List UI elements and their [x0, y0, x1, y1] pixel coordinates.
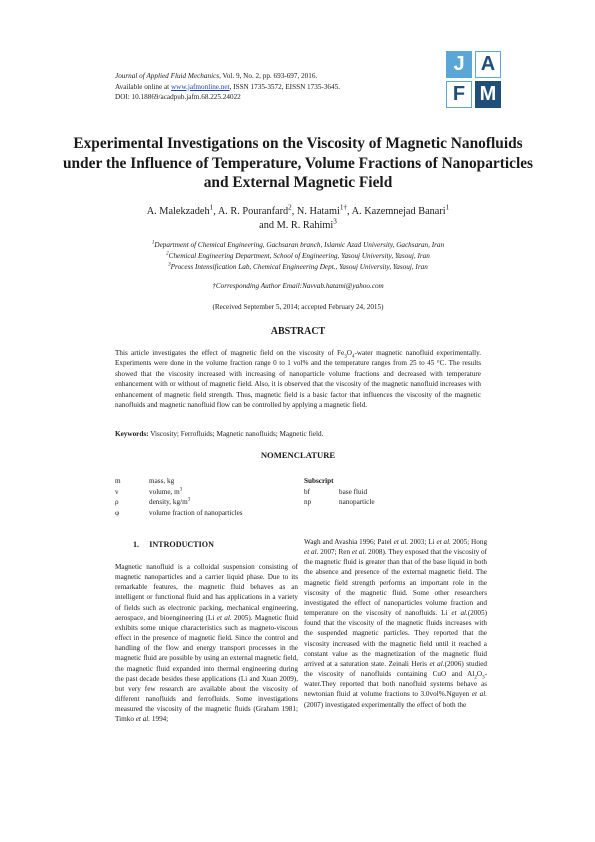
nomenclature-row — [115, 497, 243, 508]
text-run-italic: et al. — [471, 690, 487, 699]
text-run: Wagh and Avashia 1996; Patel — [304, 538, 394, 546]
jafm-logo — [442, 47, 502, 111]
author-name: and M. R. Rahimi — [259, 220, 334, 231]
affiliation-mark: 1 — [151, 240, 155, 246]
affiliation-text: Chemical Engineering Department, School of Engineering, Yasouj University, Yasouj, Iran — [168, 251, 430, 260]
abstract-text — [115, 348, 481, 410]
text-run-italic: et al. — [216, 613, 232, 622]
logo-letter-j: J — [446, 51, 472, 78]
journal-name: Journal of Applied Fluid Mechanics — [115, 72, 220, 80]
volume-info: , Vol. 9, No. 2, pp. 693-697, 2016. — [219, 72, 318, 80]
text-run: 1994; — [150, 715, 169, 724]
affiliation-list — [60, 240, 536, 272]
author-name: , A. Kazemnejad Banari — [347, 206, 446, 217]
affiliation-item — [60, 240, 536, 251]
keywords-label: Keywords: — [115, 430, 149, 438]
author-affiliation-mark: 3 — [333, 217, 337, 226]
subscript-symbol: bf — [304, 487, 310, 496]
text-run-italic: et al. — [304, 548, 319, 557]
journal-citation-line — [115, 71, 340, 82]
author-name: , N. Hatami — [291, 206, 340, 217]
subscript-symbol: np — [304, 498, 312, 506]
affiliation-mark: 2 — [166, 251, 169, 257]
text-run: -water.They reported that both nanofluid systems behave as newtonian fluid at volume fractions to 3.0vol%.Nguyen — [304, 670, 487, 699]
abstract-part: This article investigates the effect of magnetic field on the viscosity of Fe — [115, 349, 345, 357]
nomenclature-desc: volume fraction of nanoparticles — [149, 508, 243, 517]
keywords-line — [115, 430, 481, 438]
nomenclature-desc: mass, kg — [149, 477, 175, 485]
intro-paragraph-continued — [304, 537, 487, 710]
body-column-left — [115, 562, 298, 725]
text-run: 2003; Li — [408, 538, 437, 546]
affiliation-text: Process Intensification Lab, Chemical Engineering Dept., Yasouj University, Yasouj, Iran — [170, 262, 428, 271]
nomenclature-desc-sup: 3 — [187, 497, 191, 503]
doi-line: DOI: 10.18869/acadpub.jafm.68.225.24022 — [115, 93, 241, 101]
nomenclature-desc: volume, m — [149, 487, 180, 496]
subscript-row — [304, 497, 375, 508]
subscript-heading: Subscript — [304, 477, 334, 485]
nomenclature-row — [115, 476, 243, 487]
abstract-part: O — [346, 349, 352, 357]
affiliation-item — [60, 262, 536, 273]
subscript-row — [304, 487, 375, 498]
text-run-italic: et al. — [135, 715, 151, 724]
text-run: 2007; Ren — [318, 548, 352, 557]
author-name: A. Malekzadeh — [146, 206, 210, 217]
text-run-italic: et al. — [436, 538, 451, 546]
abstract-heading: ABSTRACT — [270, 326, 326, 337]
journal-website-link[interactable]: www.jafmonline.net — [170, 82, 230, 91]
logo-letter-m: M — [475, 81, 501, 108]
author-list — [60, 205, 536, 233]
abstract-part: -water magnetic nanofluid experimentally. Experiments were done in the volume fraction range 0 to 1 vol% and the temperature ranges from 25 to 45 °C. The results showed that the viscosity increased with increasing of nanoparticle volume fractions and decreased with temperature enhancement with or without of magnetic field. Also, it is observed that the viscosity of the magnetic nanofluid increases with enhancement of magnetic field strength. Thus, magnetic field is a basic factor that influences the viscosity of the magnetic nanofluids and magnetic nanofluid flow can be controlled by applying a magnetic field. — [115, 349, 481, 410]
nomenclature-symbol: φ — [115, 508, 120, 517]
subscript-desc: nanoparticle — [339, 498, 375, 506]
nomenclature-symbols — [115, 476, 243, 518]
text-subscript: 2 — [474, 675, 477, 681]
text-run: O — [476, 670, 483, 679]
nomenclature-symbol: v — [115, 487, 119, 496]
nomenclature-heading: NOMENCLATURE — [260, 450, 336, 460]
affiliation-item — [60, 251, 536, 262]
text-run-italic: et al. — [393, 538, 409, 546]
paper-title: Experimental Investigations on the Viscosity of Magnetic Nanofluids under the Influence of Temperature, Volume Fractions of Nanoparticles and External Magnetic Field — [62, 135, 534, 191]
text-run: 2005; Hong — [450, 538, 488, 546]
nomenclature-desc-sup: 3 — [179, 487, 183, 493]
text-subscript: 3 — [482, 675, 485, 681]
text-run-italic: et al. — [429, 659, 445, 668]
text-run-italic: et al. — [451, 609, 468, 618]
subscript-list — [304, 476, 375, 508]
logo-letter-f: F — [446, 81, 472, 108]
nomenclature-symbol: ρ — [115, 498, 119, 506]
corresponding-author: †Corresponding Author Email:Navvab.hatami@yahoo.com — [212, 282, 384, 290]
subscript-desc: base fluid — [339, 487, 368, 496]
body-column-right — [304, 537, 487, 710]
abstract-subscript: 3 — [344, 354, 347, 360]
abstract-subscript: 4 — [351, 354, 355, 360]
intro-paragraph — [115, 562, 298, 725]
author-affiliation-mark: 1† — [339, 203, 348, 212]
text-run: (2007) investigated experimentally the effect of both the — [304, 700, 467, 709]
text-run: (2006) studied the viscosity of nanofluids containing CuO and Al — [304, 659, 487, 679]
section-heading-introduction: 1. INTRODUCTION — [133, 540, 214, 549]
author-affiliation-mark: 2 — [288, 203, 292, 212]
affiliation-mark: 3 — [168, 262, 171, 268]
availability-line — [115, 82, 340, 93]
received-dates: (Received September 5, 2014; accepted February 24, 2015) — [212, 303, 384, 311]
affiliation-text: Department of Chemical Engineering, Gachsaran branch, Islamic Azad University, Gachsaran, Iran — [154, 241, 445, 249]
nomenclature-symbol: m — [115, 477, 121, 485]
keywords-text: Viscosity; Ferrofluids; Magnetic nanofluids; Magnetic field. — [148, 430, 324, 438]
available-prefix: Available online at — [115, 82, 171, 91]
logo-letter-a: A — [475, 51, 501, 78]
nomenclature-desc: density, kg/m — [149, 498, 188, 506]
nomenclature-row — [115, 508, 243, 519]
text-run: 2005). Magnetic fluid exhibits some unique characteristics such as magneto-viscous effect in the presence of magnetic field. Since the control and handling of the flow and energy transport processes in the magnetic fluid are possible by using an external magnetic field, the magnetic fluid expanded into thermal engineering during the past decade besides these applications (Li and Xuan 2009), but very few research are available about the viscosity of different nanofluids and ferrofluids. Some investigations measured the viscosity of the magnetic fluids (Graham 1981; Timko — [115, 613, 298, 724]
text-run-italic: et al. — [351, 548, 367, 557]
issn-text: , ISSN 1735-3572, EISSN 1735-3645. — [229, 82, 340, 91]
journal-header — [115, 71, 340, 103]
author-affiliation-mark: 1 — [445, 203, 450, 212]
text-run: Magnetic nanofluid is a colloidal suspension consisting of magnetic nanoparticles and a carrier liquid phase. Due to its remarkable features, the magnetic fluid behaves as an intelligent or functional fluid and has applications in a variety of fields such as electronic packing, mechanical engineering, aerospace, and bioengineering (Li — [115, 563, 298, 622]
author-name: , A. R. Pouranfard — [213, 206, 289, 217]
text-run: 2008). They exposed that the viscosity of the magnetic fluid is greater than that of the base liquid in both the absence and presence of the external magnetic field. The magnetic field strength performs an important role in the viscosity of the magnetic fluid. Some other researchers investigated the effect of nanoparticles volume fraction and temperature on the viscosity of nanofluids. Li — [304, 548, 488, 618]
text-run: (2005) found that the viscosity of the magnetic fluids increases with the suspended magnetic particles. They reported that the viscosity increased with the magnetic field until it reached a constant value as the magnetization of the magnetic fluid arrived at a saturation state. Zeinali Heris — [304, 609, 487, 668]
nomenclature-row — [115, 487, 243, 498]
author-affiliation-mark: 1 — [209, 203, 214, 212]
